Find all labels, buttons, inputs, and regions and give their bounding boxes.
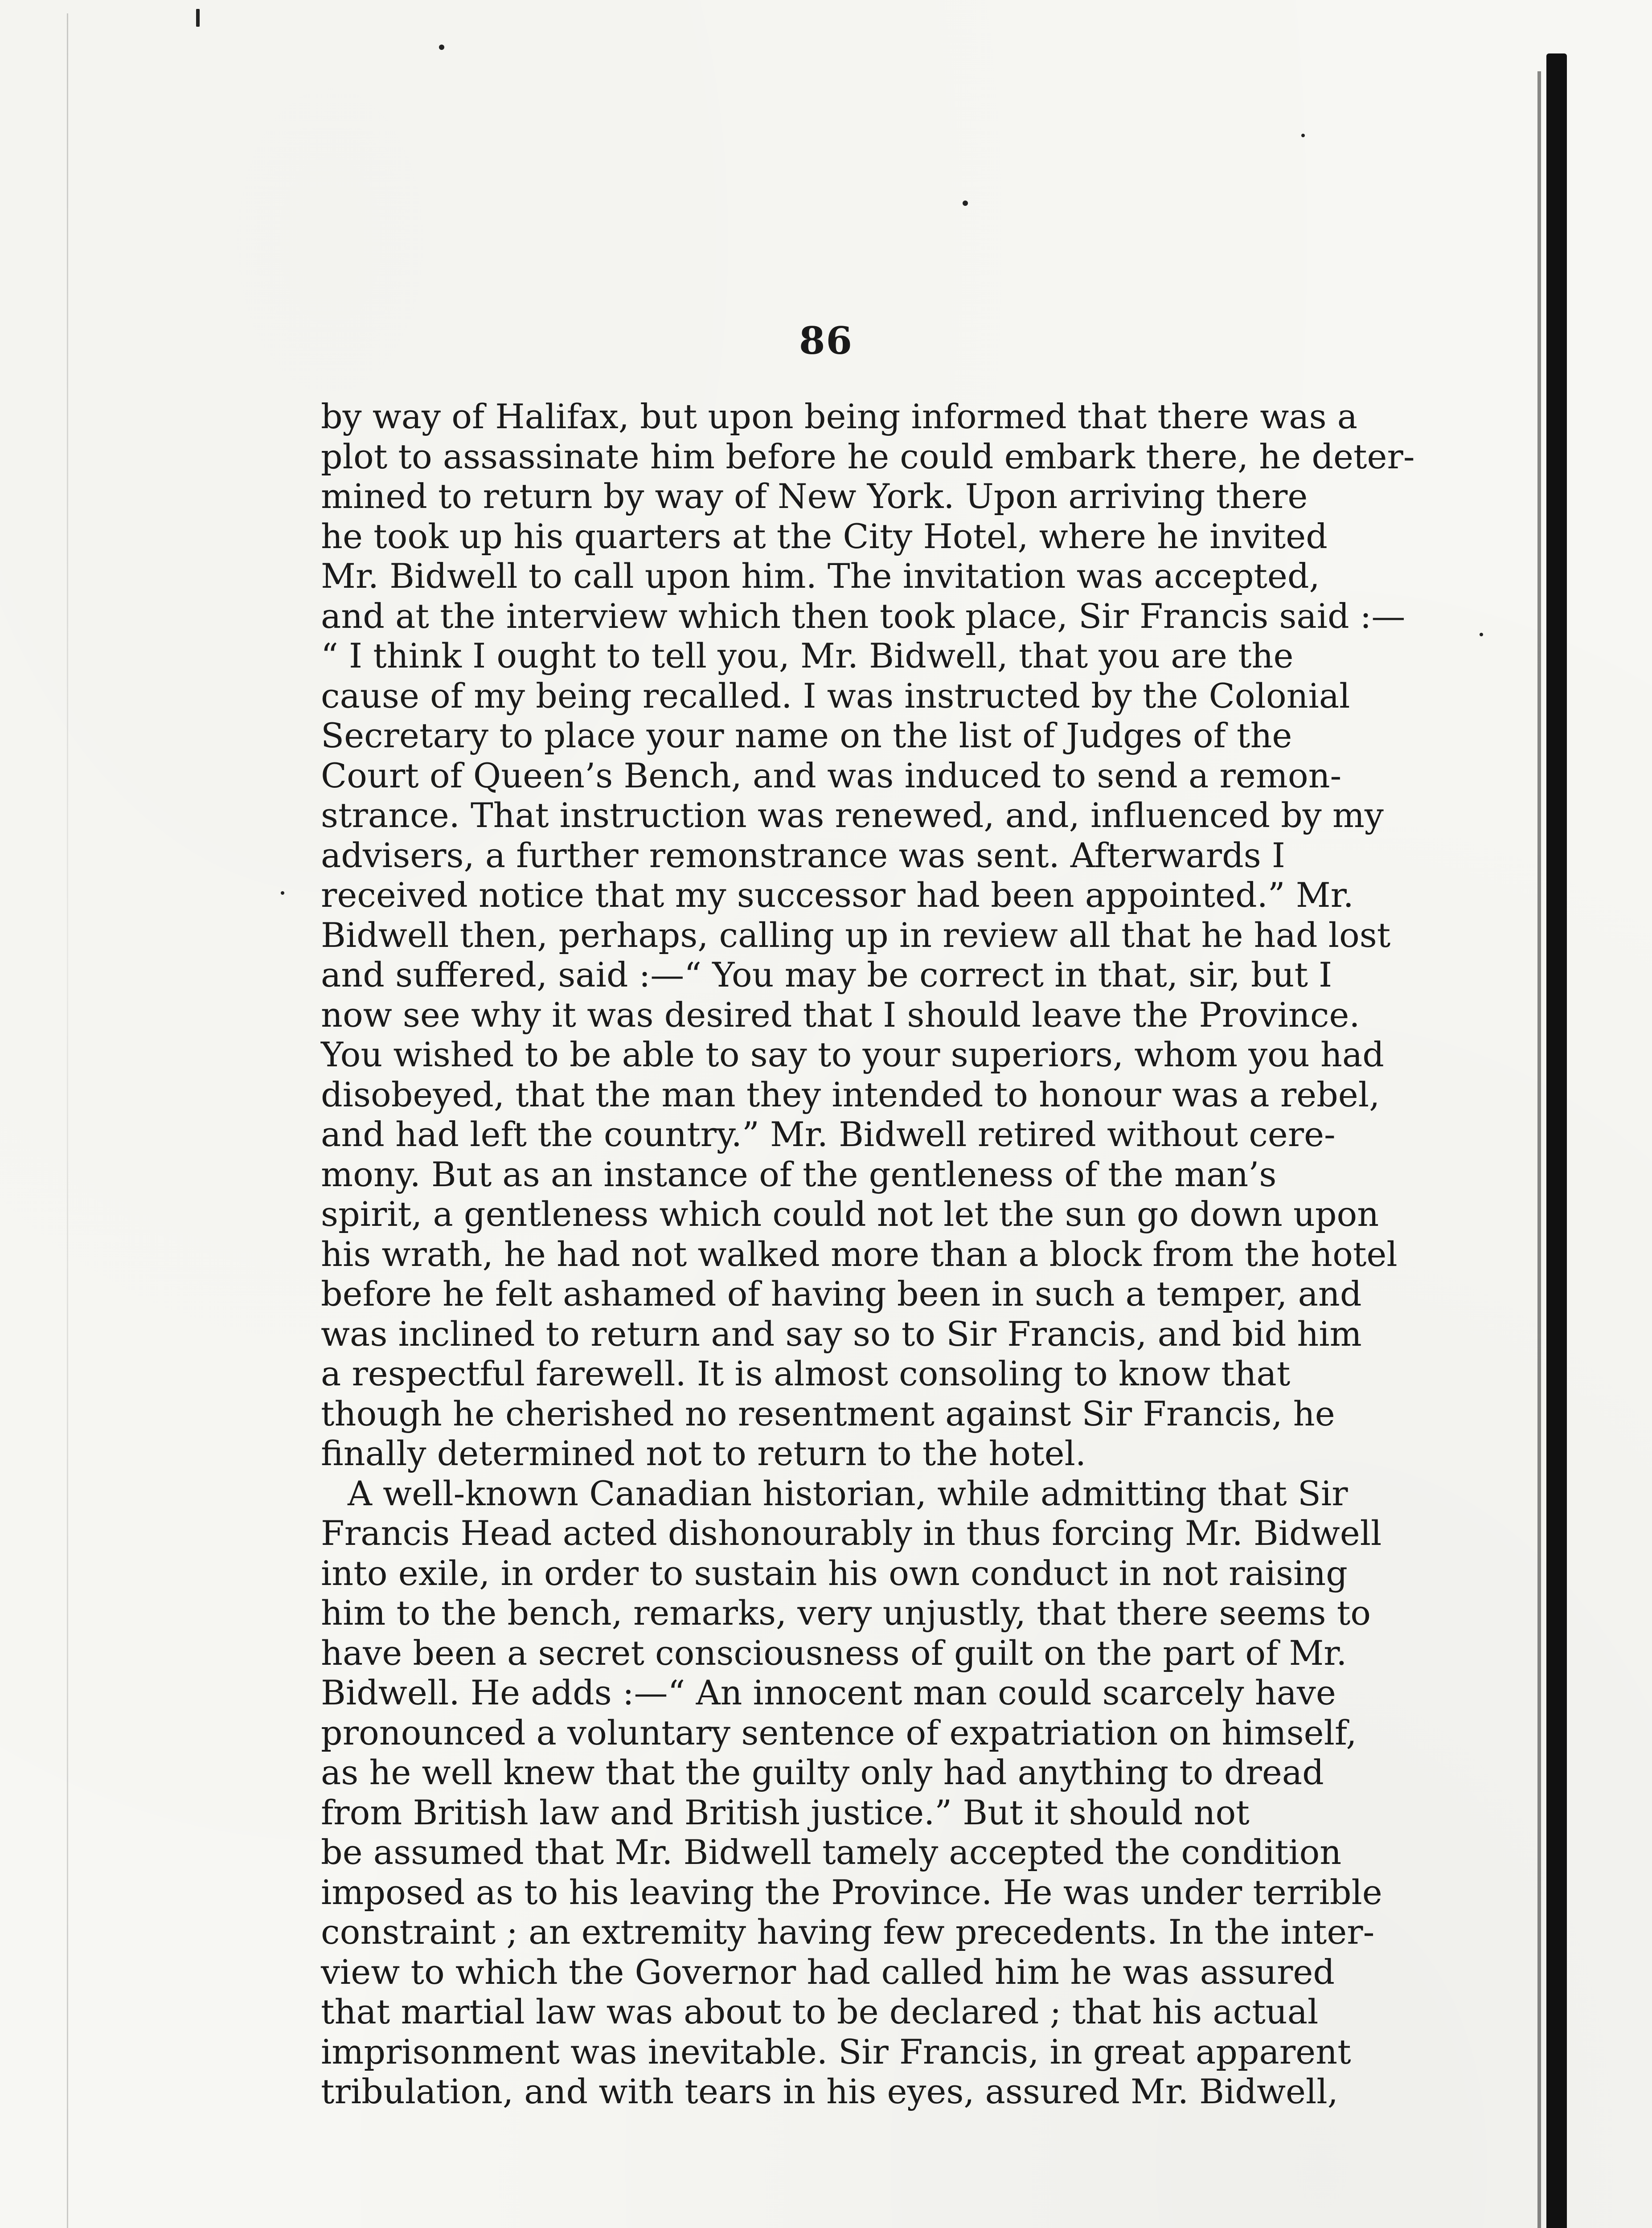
text-line: he took up his quarters at the City Hotel, where he invited	[321, 516, 1328, 556]
text-line: Mr. Bidwell to call upon him. The invitation was accepted,	[321, 556, 1320, 596]
text-line: and at the interview which then took place, Sir Francis said :—	[321, 596, 1406, 636]
binding-edge	[1546, 53, 1567, 2228]
text-line: now see why it was desired that I should leave the Province.	[321, 995, 1360, 1035]
text-line: be assumed that Mr. Bidwell tamely accepted the condition	[321, 1832, 1342, 1872]
text-line: Secretary to place your name on the list of Judges of the	[321, 716, 1292, 755]
text-line: cause of my being recalled. I was instructed by the Colonial	[321, 676, 1350, 716]
text-line: before he felt ashamed of having been in such a temper, and	[321, 1274, 1362, 1314]
text-line: finally determined not to return to the hotel.	[321, 1433, 1086, 1473]
text-line: You wished to be able to say to your superiors, whom you had	[321, 1035, 1384, 1074]
text-line: pronounced a voluntary sentence of expatriation on himself,	[321, 1712, 1357, 1753]
text-line: spirit, a gentleness which could not let the sun go down upon	[321, 1194, 1379, 1234]
scan-speck	[1301, 134, 1305, 137]
text-line: strance. That instruction was renewed, and, influenced by my	[321, 795, 1384, 835]
scan-speck	[439, 45, 444, 50]
scan-speck	[196, 9, 200, 27]
scan-speck	[963, 201, 968, 206]
text-line: was inclined to return and say so to Sir Francis, and bid him	[321, 1314, 1362, 1354]
text-line: though he cherished no resentment against Sir Francis, he	[321, 1393, 1335, 1433]
text-line: Bidwell. He adds :—“ An innocent man could scarcely have	[321, 1673, 1336, 1712]
text-line: and had left the country.” Mr. Bidwell retired without cere-	[321, 1114, 1336, 1154]
text-line: view to which the Governor had called him he was assured	[321, 1952, 1335, 1992]
text-line: Court of Queen’s Bench, and was induced to send a remon-	[321, 755, 1342, 795]
text-line: tribulation, and with tears in his eyes, assured Mr. Bidwell,	[321, 2072, 1338, 2111]
text-line: imposed as to his leaving the Province. He was under terrible	[321, 1872, 1382, 1912]
scan-speck	[1480, 633, 1483, 636]
text-line: imprisonment was inevitable. Sir Francis, in great apparent	[321, 2031, 1351, 2072]
text-line: Bidwell then, perhaps, calling up in review all that he had lost	[321, 915, 1391, 955]
text-line: his wrath, he had not walked more than a block from the hotel	[321, 1234, 1398, 1274]
text-line: and suffered, said :—“ You may be correct in that, sir, but I	[321, 955, 1332, 995]
body-text	[321, 397, 1435, 2112]
text-line: “ I think I ought to tell you, Mr. Bidwell, that you are the	[321, 636, 1294, 676]
text-line: a respectful farewell. It is almost consoling to know that	[321, 1354, 1291, 1393]
text-line: mony. But as an instance of the gentleness of the man’s	[321, 1154, 1277, 1194]
text-line: into exile, in order to sustain his own conduct in not raising	[321, 1553, 1348, 1593]
text-line: that martial law was about to be declared ; that his actual	[321, 1992, 1319, 2031]
text-line: mined to return by way of New York. Upon arriving there	[321, 476, 1308, 516]
text-line: Francis Head acted dishonourably in thus forcing Mr. Bidwell	[321, 1513, 1382, 1553]
page-number: 86	[799, 319, 853, 363]
text-line: from British law and British justice.” But it should not	[321, 1792, 1250, 1832]
binding-shadow	[1537, 71, 1541, 2228]
text-line: have been a secret consciousness of guilt on the part of Mr.	[321, 1633, 1347, 1673]
text-line: advisers, a further remonstrance was sent. Afterwards I	[321, 835, 1285, 875]
text-line: him to the bench, remarks, very unjustly, that there seems to	[321, 1593, 1371, 1633]
text-line: by way of Halifax, but upon being informed that there was a	[321, 397, 1358, 436]
text-line: plot to assassinate him before he could embark there, he deter-	[321, 436, 1415, 476]
paragraph-start-line: A well-known Canadian historian, while admitting that Sir	[348, 1473, 1348, 1513]
text-line: disobeyed, that the man they intended to honour was a rebel,	[321, 1074, 1380, 1114]
text-line: constraint ; an extremity having few precedents. In the inter-	[321, 1912, 1375, 1952]
text-line: as he well knew that the guilty only had anything to dread	[321, 1753, 1324, 1792]
scan-speck	[281, 891, 284, 895]
text-line: received notice that my successor had been appointed.” Mr.	[321, 875, 1354, 915]
